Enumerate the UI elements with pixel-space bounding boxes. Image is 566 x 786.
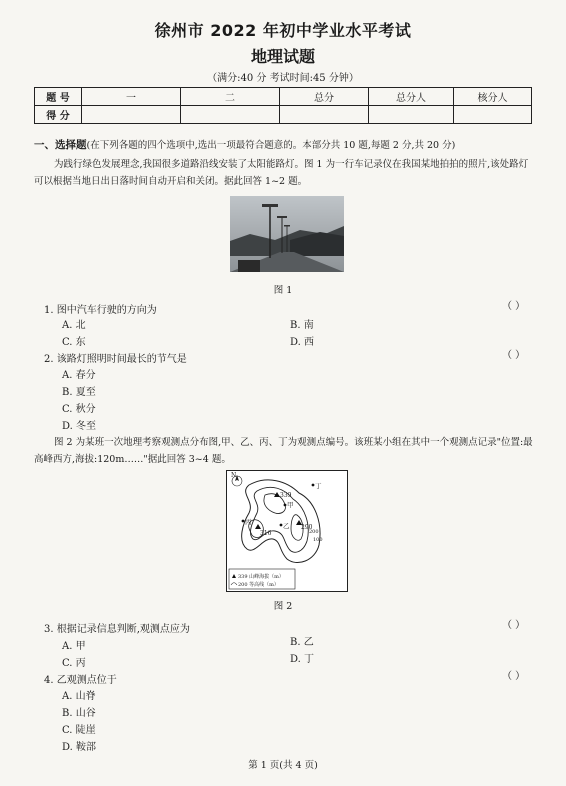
option: A. 北 xyxy=(62,320,86,331)
option: A. 山脊 xyxy=(62,691,96,702)
answer-paren: （ ） xyxy=(502,620,526,631)
point-label: 丙 xyxy=(245,518,252,526)
point-label: 甲 xyxy=(287,501,294,509)
score-cell: 题 号 xyxy=(35,88,82,106)
peak-elevation: 339 xyxy=(280,492,292,499)
answer-paren: （ ） xyxy=(502,301,526,312)
score-cell xyxy=(82,106,181,124)
score-cell: 二 xyxy=(181,88,280,106)
section-instructions: (在下列各题的四个选项中,选出一项最符合题意的。本部分共 10 题,每题 2 分,共 20 分) xyxy=(86,140,456,151)
contour-map-drawing xyxy=(227,471,347,591)
option: B. 夏至 xyxy=(62,387,96,398)
answer-paren: （ ） xyxy=(502,671,526,682)
point-label: 乙 xyxy=(283,522,290,530)
contour-label: 200 xyxy=(309,529,319,535)
score-cell xyxy=(280,106,369,124)
score-cell xyxy=(181,106,280,124)
exam-title: 徐州市 2022 年初中学业水平考试 xyxy=(154,21,412,40)
score-cell: 得 分 xyxy=(35,106,82,124)
score-cell: 总分人 xyxy=(369,88,454,106)
fig1-caption: 图 1 xyxy=(273,285,293,296)
option: C. 丙 xyxy=(62,658,86,669)
question-stem: 2. 该路灯照明时间最长的节气是 xyxy=(44,354,187,365)
intro-paragraph-2: 图 2 为某班一次地理考察观测点分布图,甲、乙、丙、丁为观测点编号。该班某小组在其中一个观测点记录"位置:最高峰西方,海拔:120m……"据此回答 3~4 题。 xyxy=(34,437,533,465)
option: C. 陡崖 xyxy=(62,725,96,736)
score-cell: 一 xyxy=(82,88,181,106)
subject-title: 地理试题 xyxy=(250,47,315,66)
question-stem: 3. 根据记录信息判断,观测点应为 xyxy=(44,624,190,635)
option: B. 乙 xyxy=(290,637,314,648)
legend-peak: 339 山峰海拔（m） xyxy=(238,574,284,580)
exam-note: （满分:40 分 考试时间:45 分钟） xyxy=(207,73,359,84)
option: D. 丁 xyxy=(290,654,315,665)
peak-elevation: 290 xyxy=(301,524,313,531)
score-cell xyxy=(454,106,532,124)
road-photo-drawing xyxy=(230,196,344,272)
option: C. 秋分 xyxy=(62,404,96,415)
legend-contour: 200 等高线（m） xyxy=(238,582,279,588)
option: D. 鞍部 xyxy=(62,742,97,753)
north-label: N xyxy=(231,472,237,479)
question-stem: 1. 图中汽车行驶的方向为 xyxy=(44,305,157,316)
score-table xyxy=(34,87,532,124)
contour-map xyxy=(226,470,348,592)
contour-label: 100 xyxy=(313,537,323,543)
intro-paragraph-1: 为践行绿色发展理念,我国很多道路沿线安装了太阳能路灯。图 1 为一行车记录仪在我国某地拍拍的照片,该处路灯可以根据当地日出日落时间自动开启和关闭。据此回答 1~2 题。 xyxy=(34,159,529,187)
score-cell xyxy=(369,106,454,124)
option: B. 南 xyxy=(290,320,314,331)
option: B. 山谷 xyxy=(62,708,96,719)
peak-elevation: 316 xyxy=(260,530,272,537)
option: D. 西 xyxy=(290,337,315,348)
answer-paren: （ ） xyxy=(502,350,526,361)
question-stem: 4. 乙观测点位于 xyxy=(44,675,117,686)
road-photo xyxy=(230,196,344,272)
section-heading xyxy=(34,139,534,152)
option: A. 春分 xyxy=(62,370,96,381)
option: A. 甲 xyxy=(62,641,86,652)
fig2-caption: 图 2 xyxy=(273,601,293,612)
section-title: 一、选择题 xyxy=(34,139,87,151)
score-table-header-row xyxy=(35,88,532,106)
page-footer: 第 1 页(共 4 页) xyxy=(248,760,318,771)
score-table-score-row xyxy=(35,106,532,124)
peak-icon xyxy=(255,524,261,529)
score-cell: 核分人 xyxy=(454,88,532,106)
option: C. 东 xyxy=(62,337,86,348)
point-label: 丁 xyxy=(315,482,322,490)
score-cell: 总分 xyxy=(280,88,369,106)
option: D. 冬至 xyxy=(62,421,97,432)
